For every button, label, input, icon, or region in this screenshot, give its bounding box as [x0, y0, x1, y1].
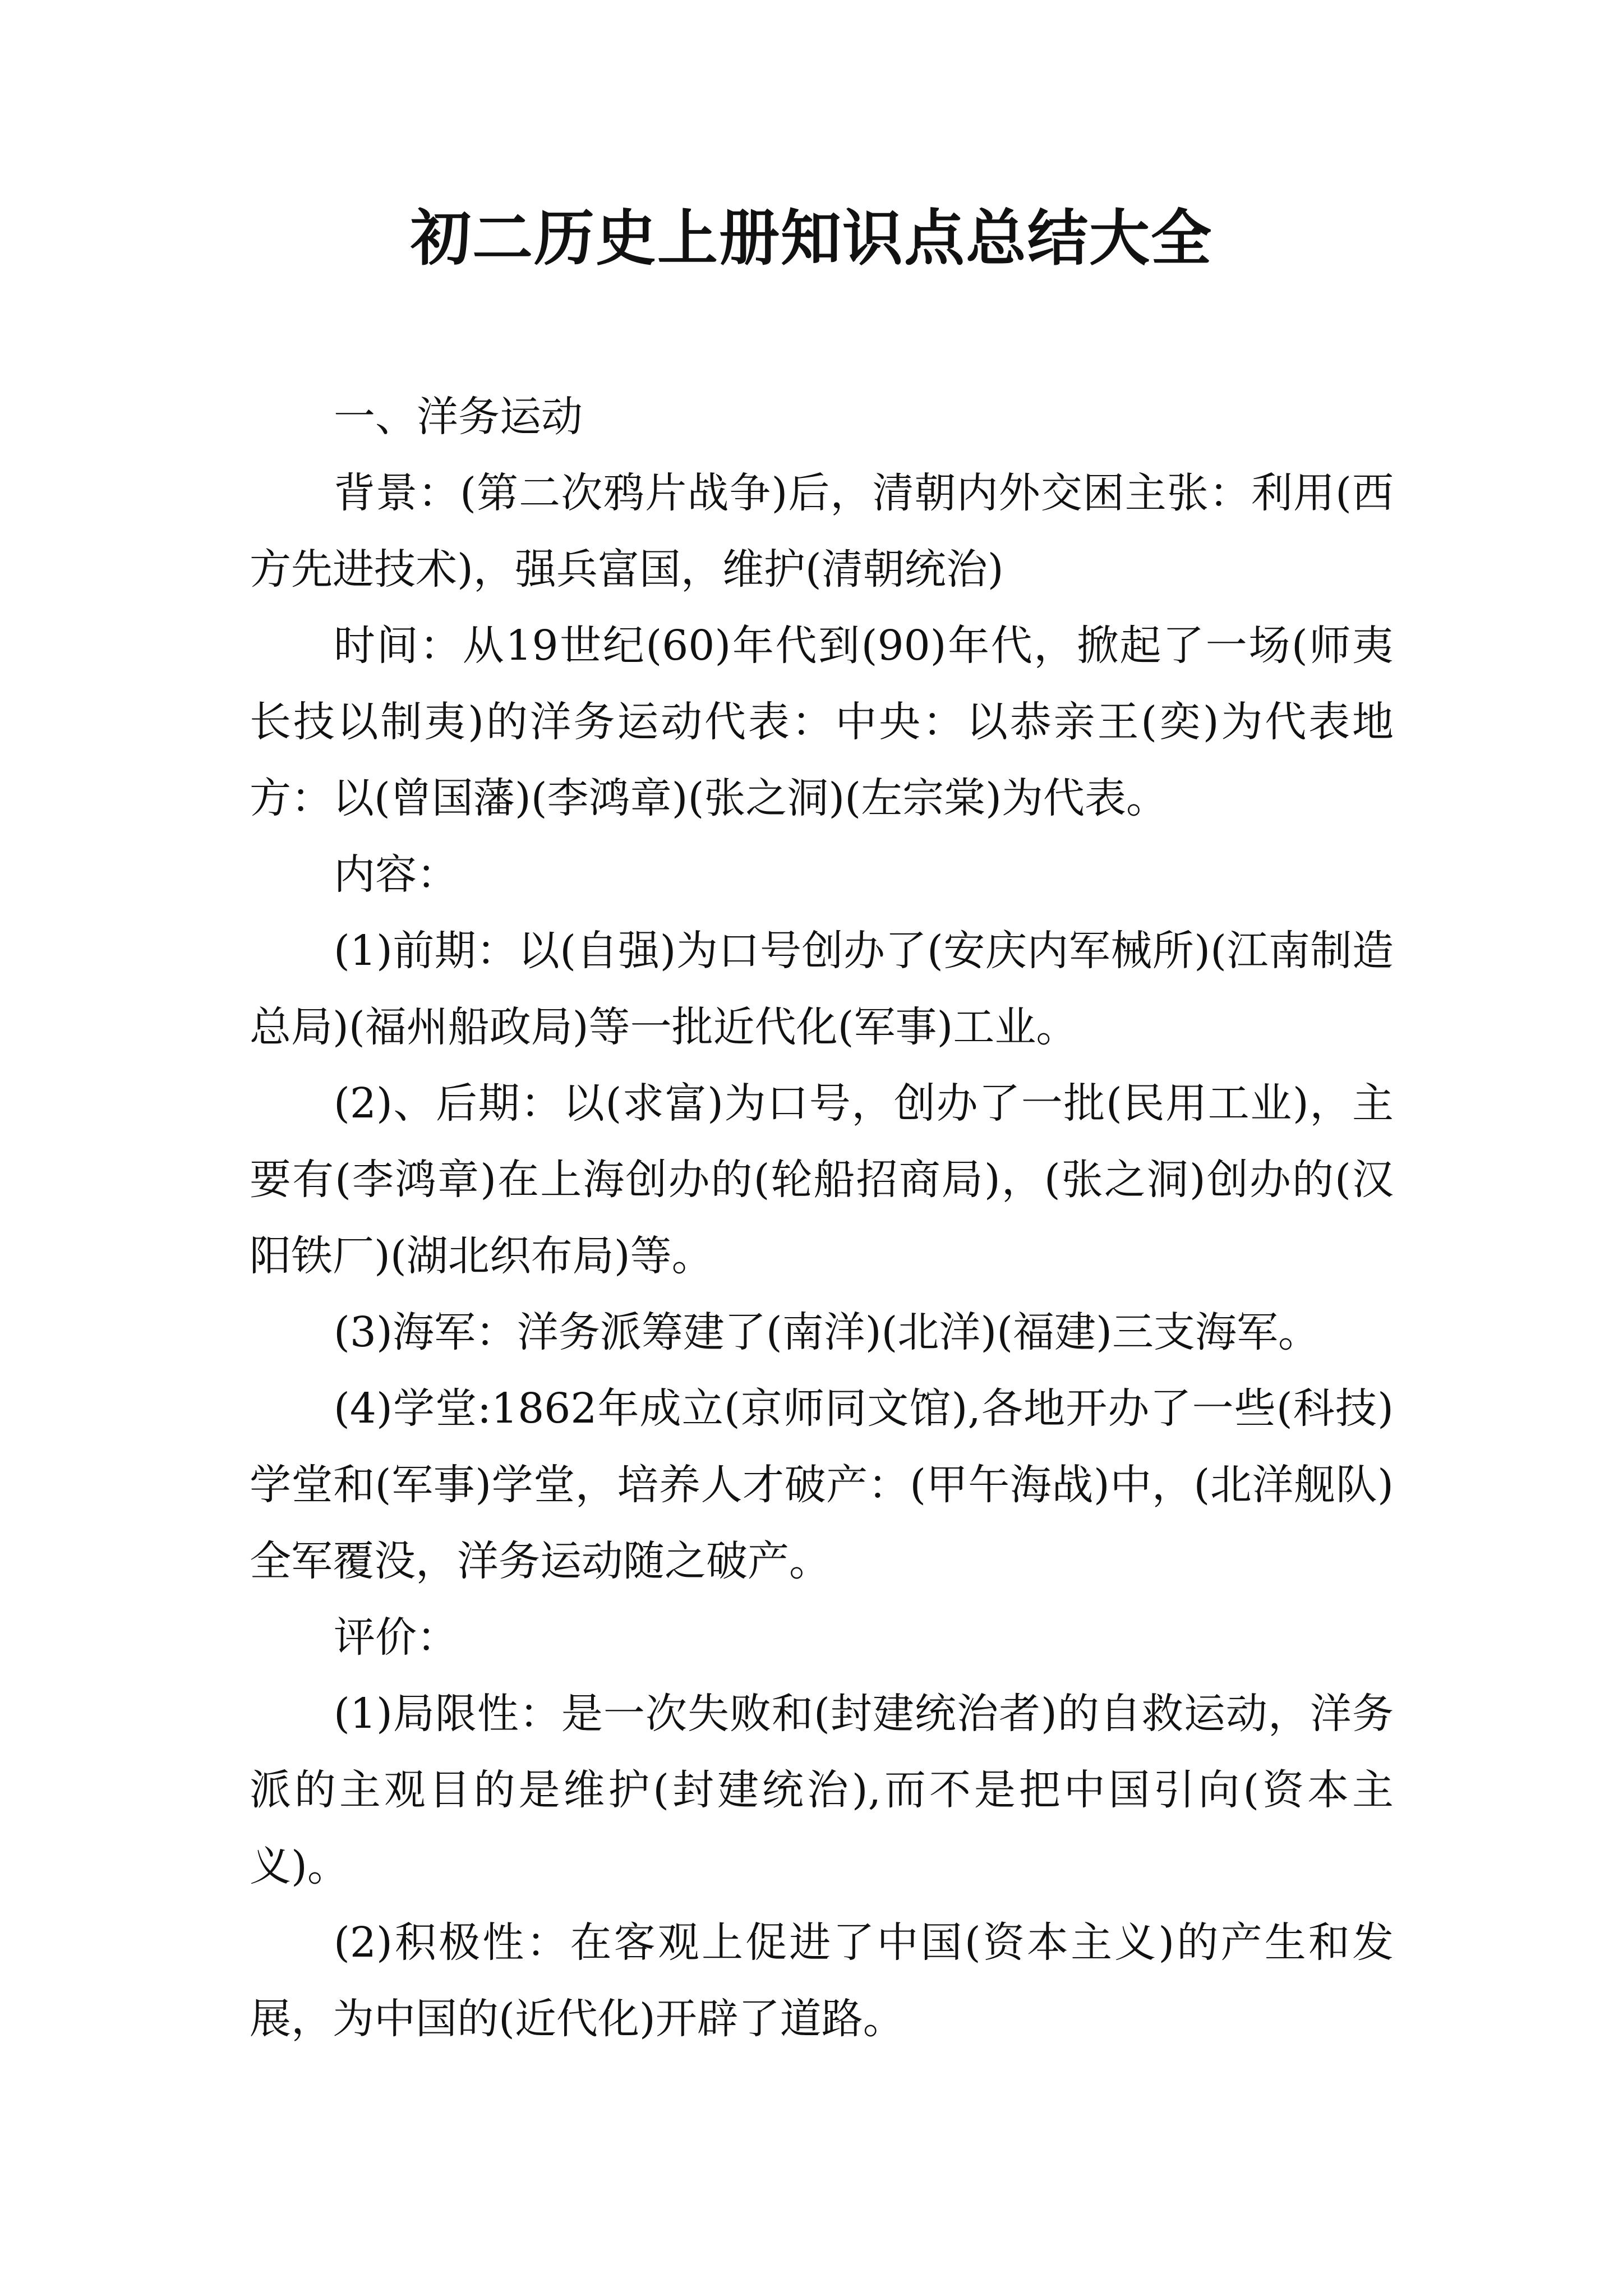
paragraph-evaluation-label: 评价：	[334, 1613, 458, 1662]
paragraph-content-label: 内容：	[334, 850, 458, 899]
section-heading: 一、洋务运动	[334, 393, 583, 441]
paragraph-time: 时间：从19世纪(60)年代到(90)年代，掀起了一场(师夷长技以制夷)的洋务运动代表：中央：以恭亲王(奕)为代表地方：以(曾国藩)(李鸿章)(张之洞)(左宗棠)为代表。	[250, 622, 1394, 822]
paragraph-positives: (2)积极性：在客观上促进了中国(资本主义)的产生和发展，为中国的(近代化)开辟了道路。	[250, 1918, 1394, 2043]
paragraph-late-stage: (2)、后期：以(求富)为口号，创办了一批(民用工业)，主要有(李鸿章)在上海创办的(轮船招商局)，(张之洞)创办的(汉阳铁厂)(湖北织布局)等。	[250, 1079, 1394, 1280]
document-body	[250, 379, 1394, 2057]
paragraph-schools: (4)学堂:1862年成立(京师同文馆),各地开办了一些(科技)学堂和(军事)学堂，培养人才破产：(甲午海战)中，(北洋舰队)全军覆没，洋务运动随之破产。	[250, 1384, 1394, 1585]
paragraph-limitations: (1)局限性：是一次失败和(封建统治者)的自救运动，洋务派的主观目的是维护(封建统治),而不是把中国引向(资本主义)。	[250, 1690, 1394, 1890]
paragraph-early-stage: (1)前期：以(自强)为口号创办了(安庆内军械所)(江南制造总局)(福州船政局)等一批近代化(军事)工业。	[250, 927, 1394, 1051]
paragraph-background: 背景：(第二次鸦片战争)后，清朝内外交困主张：利用(西方先进技术)，强兵富国，维护(清朝统治)	[250, 469, 1394, 593]
document-title: 初二历史上册知识点总结大全	[410, 203, 1212, 274]
paragraph-navy: (3)海军：洋务派筹建了(南洋)(北洋)(福建)三支海军。	[334, 1308, 1320, 1356]
